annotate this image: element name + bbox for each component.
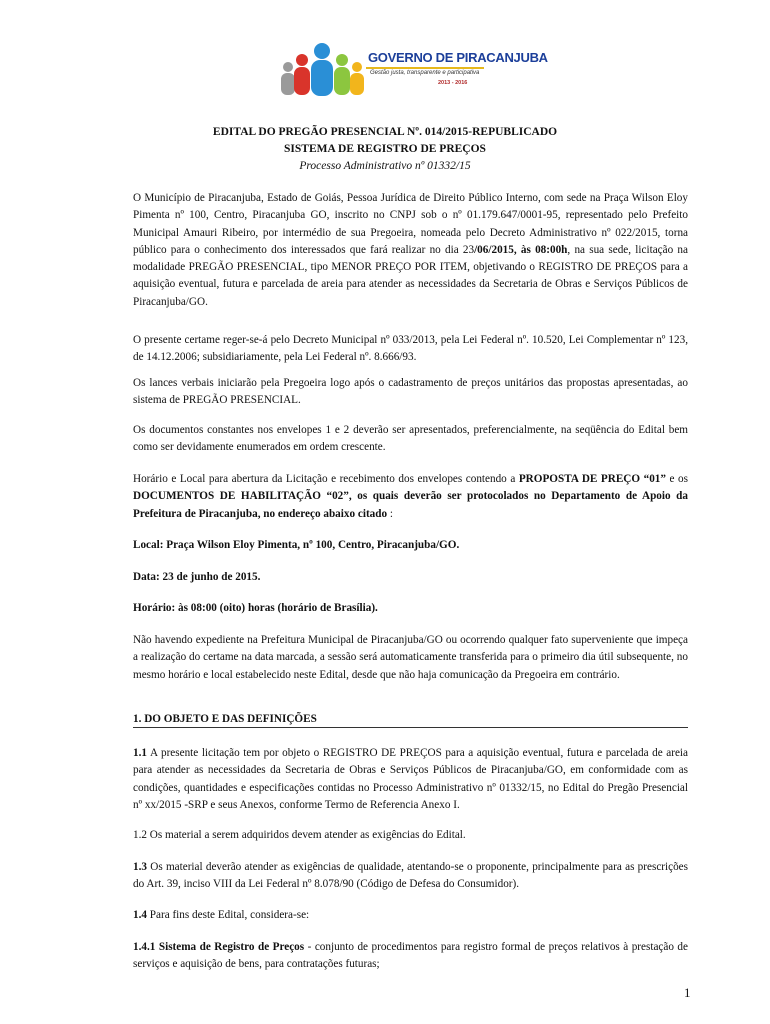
logo-divider: [366, 67, 484, 69]
logo: [278, 40, 548, 100]
intro-paragraph-2: O presente certame reger-se-á pelo Decreto Municipal nº 033/2013, pela Lei Federal nº. 10.520, Lei Complementar nº 123, de 14.12.2006; subsidiariamente, pela Lei Federal nº. 8.666/93.: [133, 334, 688, 364]
intro-paragraph-4: Os documentos constantes nos envelopes 1 e 2 deverão ser apresentados, preferencialmente, na seqüência do Edital bem como ser devidamente enumerados em ordem crescente.: [133, 424, 688, 454]
date-line: Data: 23 de junho de 2015.: [133, 571, 261, 583]
logo-years: 2013 - 2016: [438, 80, 468, 86]
intro-paragraph-5: Horário e Local para abertura da Licitação e recebimento dos envelopes contendo a PROPOSTA DE PREÇO “01” e os DOCUMENTOS DE HABILITAÇÃO “02”, os quais deverão ser protocolados no Departamento de Apoio da Prefeitura de Piracanjuba, no endereço abaixo citado :: [133, 473, 688, 520]
document-title: EDITAL DO PREGÃO PRESENCIAL Nº. 014/2015-REPUBLICADO: [212, 126, 558, 138]
logo-title: GOVERNO DE PIRACANJUBA: [368, 50, 548, 65]
intro-paragraph-6: Não havendo expediente na Prefeitura Municipal de Piracanjuba/GO ou ocorrendo qualquer fato superveniente que impeça a realização do certame na data marcada, a sessão será automaticamente transferida para o primeiro dia útil subsequente, no mesmo horário e local estabelecido neste Edital, desde que não haja comunicação da Pregoeira em contrário.: [133, 634, 688, 681]
process-number: Processo Administrativo nº 01332/15: [299, 160, 471, 172]
document-subtitle: SISTEMA DE REGISTRO DE PREÇOS: [284, 143, 486, 155]
clause-1-3: 1.3 Os material deverão atender as exigências de qualidade, atentando-se o proponente, principalmente para as prescrições do Art. 39, inciso VIII da Lei Federal nº 8.078/90 (Código de Defesa do Consumidor).: [133, 861, 688, 891]
clause-1-1: 1.1 A presente licitação tem por objeto o REGISTRO DE PREÇOS para a aquisição eventual, futura e parcelada de areia para atender as necessidades da Secretaria de Obras e Serviços Públicos de Piracanjuba/GO, em conformidade com as condições, quantidades e especificações contidas no Processo Administrativo nº 01332/15, no Edital do Pregão Presencial nº xx/2015 -SRP e seus Anexos, conforme Termo de Referencia Anexo I.: [133, 747, 688, 811]
people-icon: [278, 40, 368, 100]
intro-paragraph-3: Os lances verbais iniciarão pela Pregoeira logo após o cadastramento de preços unitários das propostas apresentadas, ao sistema de PREGÃO PRESENCIAL.: [133, 377, 688, 407]
clause-1-4: 1.4 Para fins deste Edital, considera-se:: [133, 909, 310, 921]
section-1-title: 1. DO OBJETO E DAS DEFINIÇÕES: [133, 713, 688, 728]
clause-1-4-1: 1.4.1 Sistema de Registro de Preços - conjunto de procedimentos para registro formal de preços relativos à prestação de serviços e aquisição de bens, para contratações futuras;: [133, 941, 688, 971]
clause-1-2: 1.2 Os material a serem adquiridos devem atender as exigências do Edital.: [133, 829, 466, 841]
page-number: 1: [684, 985, 691, 1000]
logo-subtitle: Gestão justa, transparente e participativa: [370, 70, 480, 76]
intro-paragraph-1: O Município de Piracanjuba, Estado de Goiás, Pessoa Jurídica de Direito Público Interno, com sede na Praça Wilson Eloy Pimenta nº 100, Centro, Piracanjuba GO, inscrito no CNPJ sob o nº 01.179.647/0001-95, representado pelo Prefeito Municipal Amauri Ribeiro, por intermédio de sua Pregoeira, nomeada pelo Decreto Administrativo nº 022/2015, torna público para o conhecimento dos interessados que fará realizar no dia 23/06/2015, às 08:00h, na sua sede, licitação na modalidade PREGÃO PRESENCIAL, tipo MENOR PREÇO POR ITEM, objetivando o REGISTRO DE PREÇOS para a aquisição eventual, futura e parcelada de areia para atender as necessidades da Secretaria de Obras e Serviços Públicos de Piracanjuba/GO.: [133, 192, 688, 308]
time-line: Horário: às 08:00 (oito) horas (horário de Brasília).: [133, 602, 378, 614]
location-line: Local: Praça Wilson Eloy Pimenta, nº 100, Centro, Piracanjuba/GO.: [133, 539, 460, 551]
